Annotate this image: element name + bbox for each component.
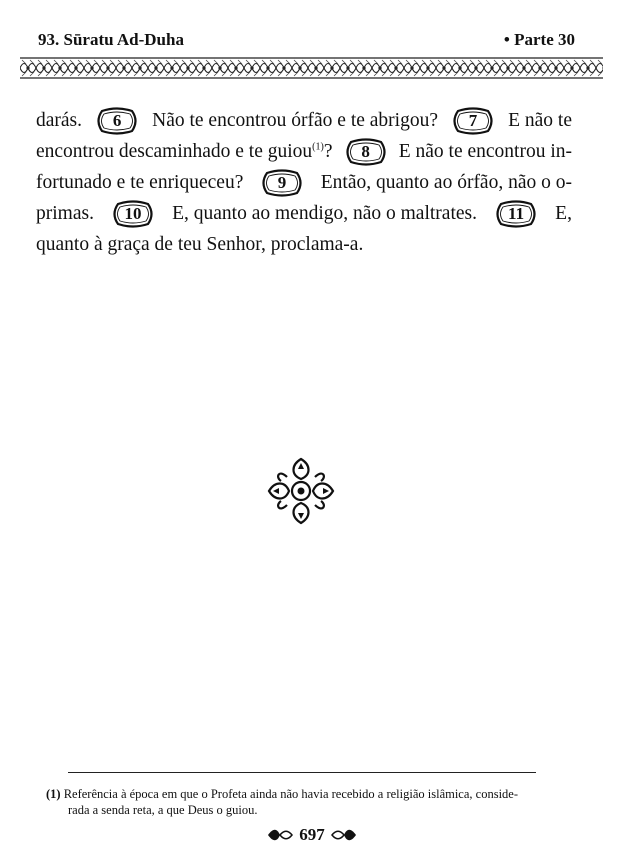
verse-line <box>36 198 572 229</box>
verse-number-marker <box>343 138 389 166</box>
verse-number: 6 <box>112 111 122 130</box>
verse-text-segment: quanto à graça de teu Senhor, proclama-a. <box>36 234 364 255</box>
verse-number: 8 <box>361 142 370 161</box>
footnote-line-1: Referência à época em que o Profeta ainda não havia recebido a religião islâmica, conside- <box>63 787 518 801</box>
footnote-line-2: rada a senda reta, a que Deus o guiou. <box>68 803 258 817</box>
verse-number-marker <box>94 107 140 135</box>
verse-text-segment: E não te encontrou in- <box>398 141 572 162</box>
part-label: • Parte 30 <box>503 30 575 49</box>
footnote <box>46 786 576 818</box>
arabesque-ornament-icon <box>265 455 337 527</box>
flourish-icon <box>267 828 293 842</box>
flourish-icon <box>331 828 357 842</box>
verse-number: 10 <box>124 204 142 223</box>
footnote-divider <box>68 772 536 773</box>
verse-text-segment: E não te <box>508 110 572 131</box>
verse-line <box>36 105 572 136</box>
verse-number: 11 <box>508 204 525 223</box>
verse-text-segment: E, quanto ao mendigo, não o maltrates. <box>172 203 477 224</box>
surah-title: 93. Sūratu Ad-Duha <box>38 30 184 49</box>
verse-text-segment: primas. <box>36 203 94 224</box>
page-number: 697 <box>299 825 325 844</box>
verse-number-marker <box>493 200 539 228</box>
footnote-reference[interactable]: (1) <box>312 141 324 153</box>
verse-text-segment: Não te encontrou órfão e te abrigou? <box>152 110 438 131</box>
verse-text-segment: Então, quanto ao órfão, não o o- <box>320 172 572 193</box>
page-number-block <box>262 822 362 848</box>
verse-number-marker <box>450 107 496 135</box>
verse-line <box>36 229 572 260</box>
verse-text-segment: E, <box>555 203 572 224</box>
verse-line <box>36 136 572 167</box>
page-header <box>38 28 575 52</box>
verse-text-block <box>36 105 572 260</box>
verse-number-marker <box>110 200 156 228</box>
decorative-border-band <box>20 57 603 79</box>
verse-line <box>36 167 572 198</box>
verse-number: 9 <box>277 173 287 192</box>
footnote-marker: (1) <box>46 787 61 801</box>
verse-number-marker <box>259 169 305 197</box>
verse-text-segment: fortunado e te enriqueceu? <box>36 172 244 193</box>
verse-text-segment: darás. <box>36 110 83 131</box>
verse-text-segment: ? <box>323 141 333 162</box>
verse-text-segment: encontrou descaminhado e te guiou$^{(1)}$? <box>36 141 333 162</box>
verse-number: 7 <box>468 111 478 130</box>
